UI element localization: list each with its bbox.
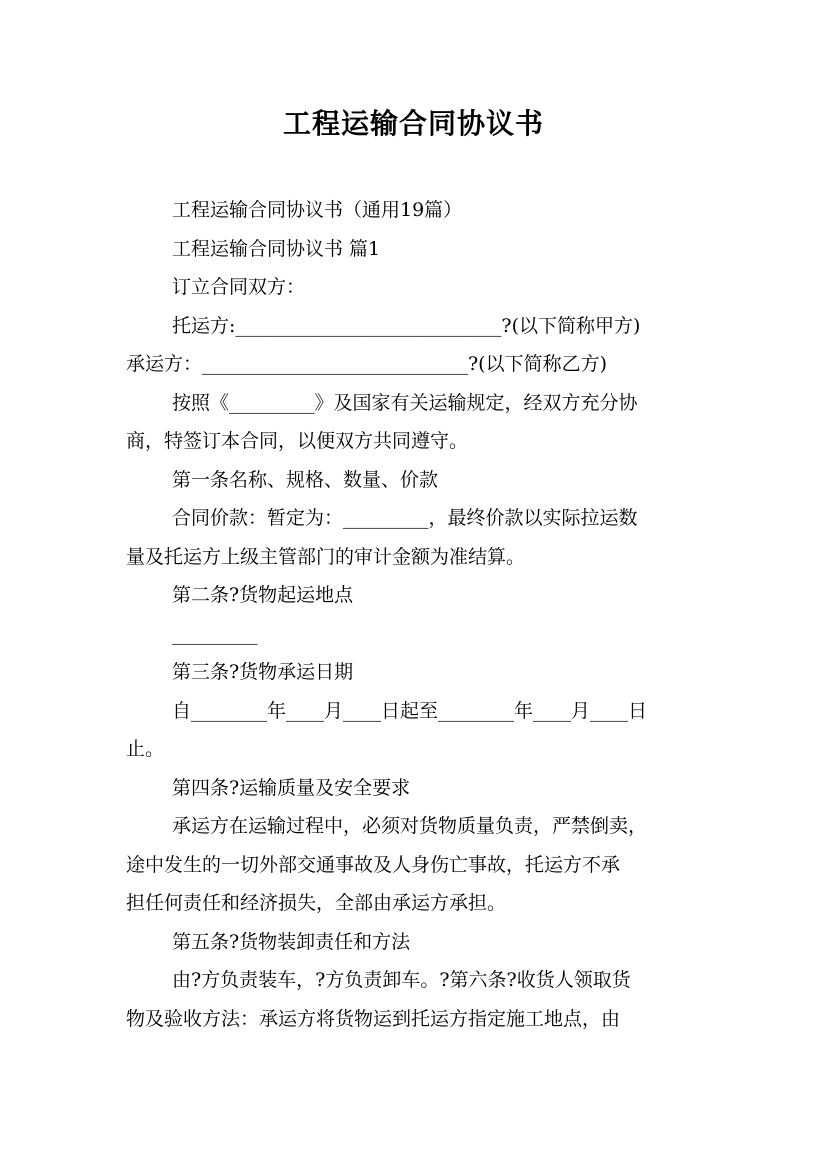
paragraph-shipper-line: 托运方:____________________________?(以下简称甲方)	[172, 314, 641, 337]
paragraph-carrier-line: 承运方：____________________________?(以下简称乙方)	[126, 353, 608, 375]
paragraph-dates-line-2: 止。	[126, 738, 165, 760]
paragraph-chapter-heading: 工程运输合同协议书 篇1	[172, 237, 381, 260]
paragraph-origin-blank: _________	[172, 622, 258, 645]
article-1-heading: 第一条名称、规格、数量、价款	[172, 468, 439, 491]
paragraph-loading-line-2: 物及验收方法：承运方将货物运到托运方指定施工地点，由	[126, 1007, 621, 1030]
paragraph-price-line-1: 合同价款：暂定为：_________，最终价款以实际拉运数	[172, 507, 638, 529]
paragraph-loading-line-1: 由?方负责装车，?方负责卸车。?第六条?收货人领取货	[172, 969, 631, 991]
paragraph-dates-line-1: 自________年____月____日起至________年____月____日	[172, 699, 648, 722]
paragraph-basis-line-2: 商，特签订本合同，以便双方共同遵守。	[126, 430, 469, 452]
paragraph-safety-line-2: 途中发生的一切外部交通事故及人身伤亡事故，托运方不承	[126, 853, 621, 876]
paragraph-price-line-2: 量及托运方上级主管部门的审计金额为准结算。	[126, 545, 526, 568]
document-title: 工程运输合同协议书	[282, 107, 544, 140]
paragraph-safety-line-1: 承运方在运输过程中，必须对货物质量负责，严禁倒卖，	[172, 815, 648, 837]
article-2-heading: 第二条?货物起运地点	[172, 584, 354, 606]
article-4-heading: 第四条?运输质量及安全要求	[172, 776, 411, 799]
paragraph-parties-heading: 订立合同双方：	[172, 276, 306, 298]
article-3-heading: 第三条?货物承运日期	[172, 661, 354, 683]
article-5-heading: 第五条?货物装卸责任和方法	[172, 930, 411, 953]
paragraph-basis-line-1: 按照《_________》及国家有关运输规定，经双方充分协	[172, 391, 638, 414]
document-body	[126, 191, 703, 1038]
paragraph-safety-line-3: 担任何责任和经济损失，全部由承运方承担。	[126, 892, 507, 914]
paragraph-subtitle: 工程运输合同协议书（通用19篇）	[172, 199, 463, 221]
